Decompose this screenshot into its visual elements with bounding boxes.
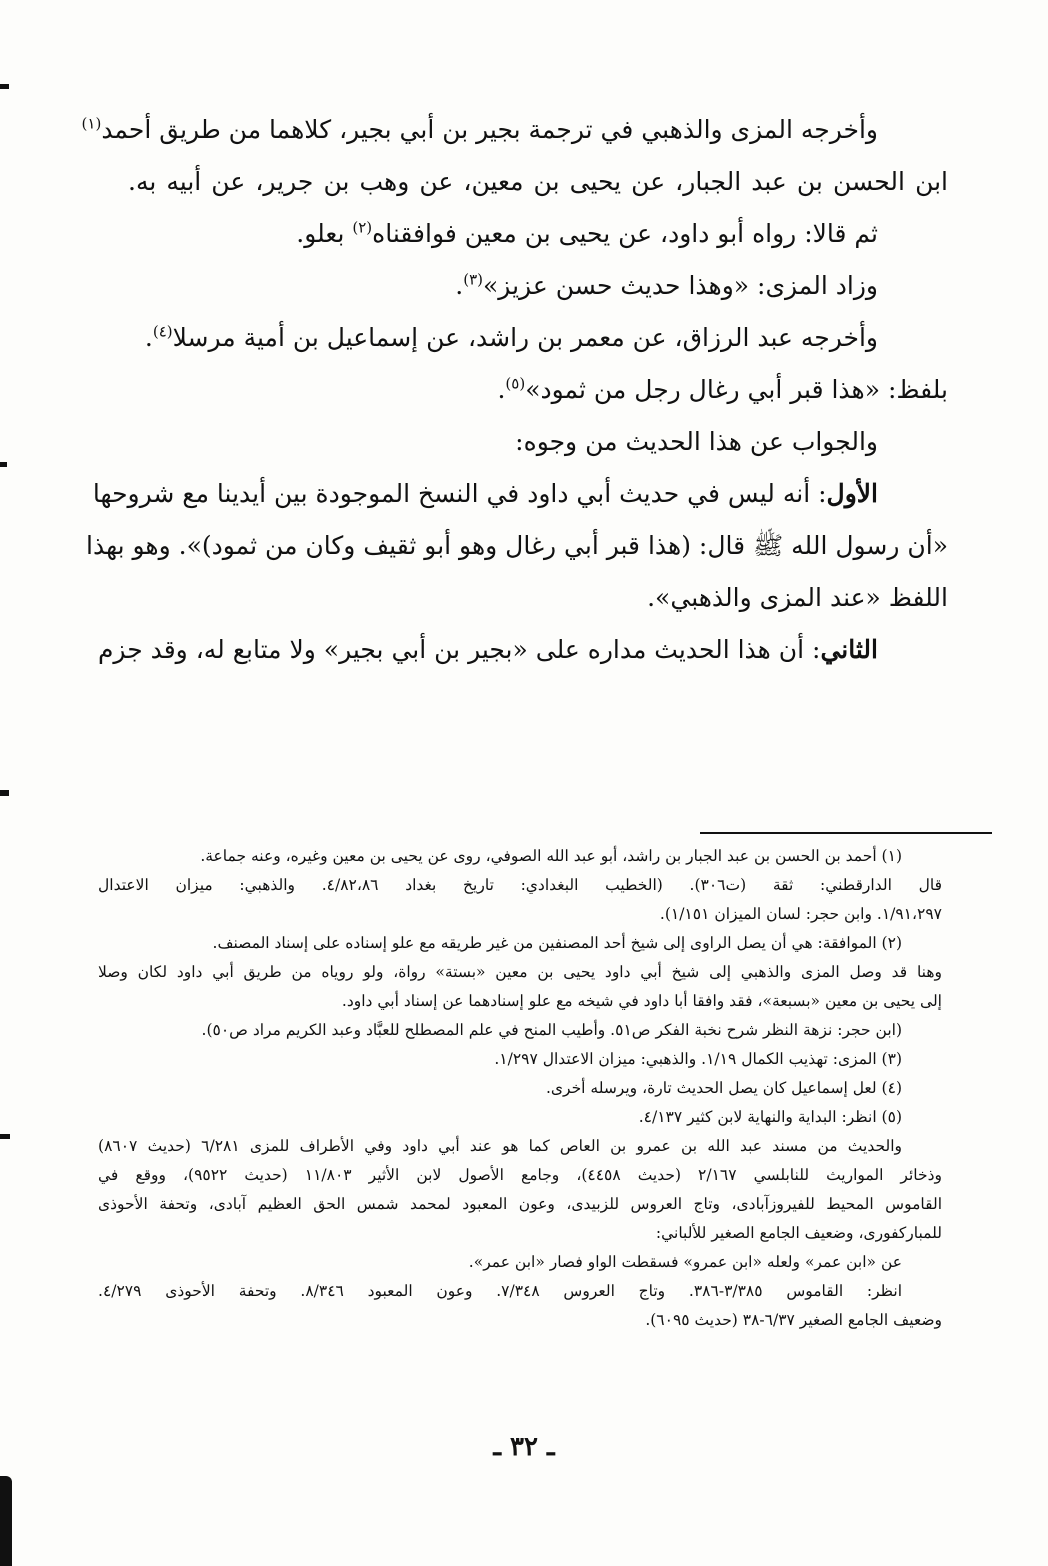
line-text: اللفظ «عند المزى والذهبي». xyxy=(647,583,948,612)
footnote-ref: (١) xyxy=(81,114,102,133)
footnote-ref: (٣) xyxy=(463,270,483,289)
footnote-line: إلى يحيى بن معين «بسبعة»، فقد وافقا أبا داود في شيخه مع علو إسنادهما عن إسناد أبي داود. xyxy=(341,992,942,1010)
text-line xyxy=(128,416,948,468)
footnote-line: وهنا قد وصل المزى والذهبي إلى شيخ أبي داود يحيى بن معين «بستة» رواة، ولو روياه من طريق أبي داود لكان وصلا xyxy=(98,963,942,981)
scan-edge-mark xyxy=(0,1476,12,1566)
line-text: بلفظ: «هذا قبر أبي رغال رجل من ثمود» xyxy=(525,375,948,404)
line-text-tail: . xyxy=(497,375,506,404)
line-text: ابن الحسن بن عبد الجبار، عن يحيى بن معين، عن وهب بن جرير، عن أبيه به. xyxy=(128,167,948,196)
footnote-ref: (٢) xyxy=(352,218,373,237)
footnote-separator xyxy=(700,832,992,834)
scan-edge-mark xyxy=(0,84,9,89)
scan-edge-mark xyxy=(0,462,7,467)
footnote-line: وذخائر المواريث للنابلسي ٢/١٦٧ (حديث ٤٤٥٨)، وجامع الأصول لابن الأثير ١١/٨٠٣ (حديث ٩٥٢٢)، ووقع في xyxy=(98,1166,942,1184)
footnote-line: (٤) لعل إسماعيل كان يصل الحديث تارة، ويرسله أخرى. xyxy=(545,1079,902,1097)
footnote-line: (٢) الموافقة: هي أن يصل الراوى إلى شيخ أحد المصنفين من غير طريقه مع علو إسناده على إسناد المصنف. xyxy=(212,934,902,952)
footnote-line: (ابن حجر: نزهة النظر شرح نخبة الفكر ص٥١. وأطيب المنح في علم المصطلح للعبَّاد وعبد الكريم مراد ص٥٠). xyxy=(201,1021,902,1039)
scan-edge-mark xyxy=(0,1134,10,1139)
text-line xyxy=(128,156,948,208)
footnote-line: ١/٩١،٢٩٧. وابن حجر: لسان الميزان ١/١٥١). xyxy=(659,905,942,923)
text-line xyxy=(128,208,948,260)
line-text: وزاد المزى: «وهذا حديث حسن عزيز» xyxy=(482,271,878,300)
line-text-tail: . xyxy=(455,271,464,300)
text-line xyxy=(92,468,948,520)
line-text: وأخرجه عبد الرزاق، عن معمر بن راشد، عن إسماعيل بن أمية مرسلا xyxy=(172,323,878,352)
footnote-ref: (٥) xyxy=(505,374,526,393)
scan-edge-mark xyxy=(0,790,9,796)
footnote-line: للمباركفورى، وضعيف الجامع الصغير للألباني: xyxy=(655,1224,942,1242)
footnote-line: وضعيف الجامع الصغير ٦/٣٧-٣٨ (حديث ٦٠٩٥). xyxy=(645,1311,942,1329)
text-line xyxy=(81,104,948,156)
point-heading: الأول xyxy=(826,479,878,508)
line-text-tail: بعلو. xyxy=(296,219,353,248)
point-heading: الثاني xyxy=(820,635,878,664)
line-text: وأخرجه المزى والذهبي في ترجمة بجير بن أبي بجير، كلاهما من طريق أحمد xyxy=(101,115,878,144)
page-number: ـ ٣٢ ـ xyxy=(493,1432,555,1462)
text-line xyxy=(86,520,948,572)
text-line xyxy=(128,312,948,364)
footnote-line: (٥) انظر: البداية والنهاية لابن كثير ٤/١٣٧. xyxy=(638,1108,902,1126)
text-line xyxy=(128,260,948,312)
text-line xyxy=(97,624,948,676)
footnote-line: (١) أحمد بن الحسن بن عبد الجبار بن راشد، أبو عبد الله الصوفي، روى عن يحيى بن معين وغيره، وعنه جماعة. xyxy=(200,847,902,865)
footnote-line: انظر: القاموس ٣/٣٨٥-٣٨٦. وتاج العروس ٧/٣٤٨. وعون المعبود ٨/٣٤٦. وتحفة الأحوذى ٤/٢٧٩. xyxy=(98,1282,902,1300)
line-text: «أن رسول الله ﷺ قال: (هذا قبر أبي رغال وهو أبو ثقيف وكان من ثمود)». وهو بهذا xyxy=(86,531,948,560)
footnotes xyxy=(98,842,942,1335)
line-text-tail: . xyxy=(144,323,153,352)
footnote-line: قال الدارقطني: ثقة (ت٣٠٦). (الخطيب البغدادي: تاريخ بغداد ٤/٨٢،٨٦. والذهبي: ميزان الاعتدال xyxy=(98,876,942,894)
line-text: والجواب عن هذا الحديث من وجوه: xyxy=(515,427,878,456)
main-text xyxy=(81,104,948,676)
line-text: : أنه ليس في حديث أبي داود في النسخ الموجودة بين أيدينا مع شروحها xyxy=(92,479,827,508)
footnote-line: القاموس المحيط للفيروزآبادى، وتاج العروس للزبيدى، وعون المعبود لمحمد شمس الحق العظيم آبادى، وتحفة الأحوذى xyxy=(98,1195,942,1213)
footnote-line: عن «ابن عمر» ولعله «ابن عمرو» فسقطت الواو فصار «ابن عمر». xyxy=(468,1253,902,1271)
line-text: : أن هذا الحديث مداره على «بجير بن أبي بجير» ولا متابع له، وقد جزم xyxy=(97,635,821,664)
text-line xyxy=(128,572,948,624)
footnote-ref: (٤) xyxy=(152,322,173,341)
line-text: ثم قالا: رواه أبو داود، عن يحيى بن معين فوافقناه xyxy=(372,219,878,248)
footnote-line: (٣) المزى: تهذيب الكمال ١/١٩. والذهبي: ميزان الاعتدال ١/٢٩٧. xyxy=(494,1050,902,1068)
text-line xyxy=(128,364,948,416)
footnote-line: والحديث من مسند عبد الله بن عمرو بن العاص كما هو عند أبي داود وفي الأطراف للمزى ٦/٢٨١ (حديث ٨٦٠٧) xyxy=(98,1137,902,1155)
